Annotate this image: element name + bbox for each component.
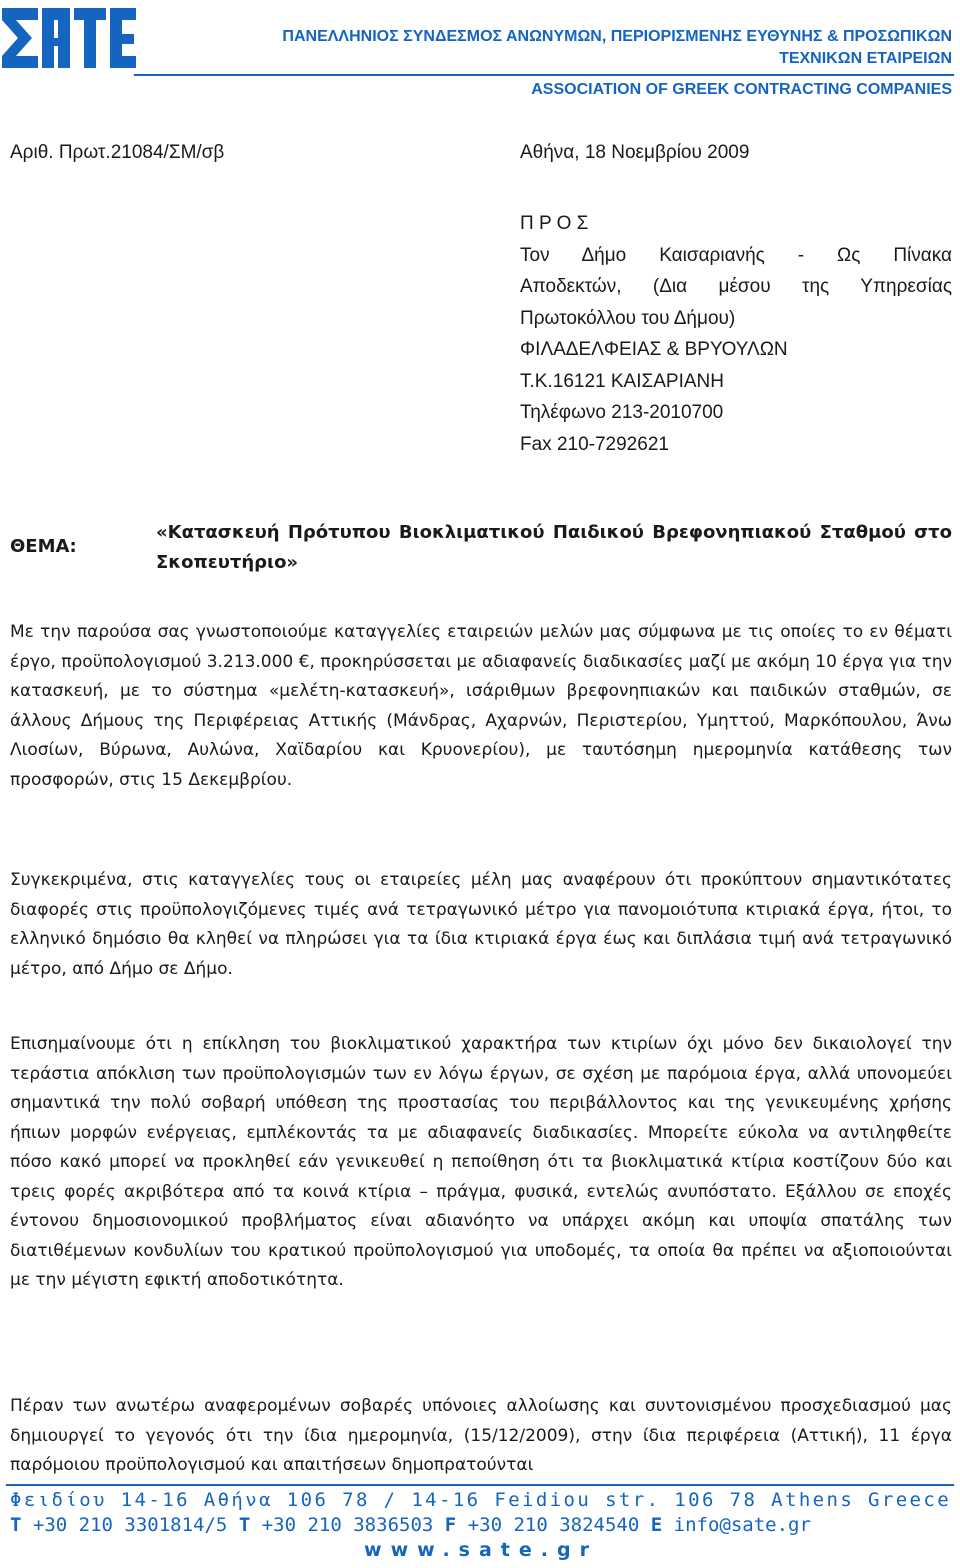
subject-label: ΘΕΜΑ: bbox=[10, 536, 77, 557]
org-name-greek-line-1: ΠΑΝΕΛΛΗΝΙΟΣ ΣΥΝΔΕΣΜΟΣ ΑΝΩΝΥΜΩΝ, ΠΕΡΙΟΡΙΣΜΕΝΗΣ ΕΥΘΥΝΗΣ & ΠΡΟΣΩΠΙΚΩΝ bbox=[282, 28, 952, 45]
sate-logo bbox=[2, 2, 138, 74]
org-name-english: ASSOCIATION OF GREEK CONTRACTING COMPANIES bbox=[531, 81, 952, 98]
footer-email-label: E bbox=[650, 1514, 663, 1536]
letter-date: Αθήνα, 18 Νοεμβρίου 2009 bbox=[520, 142, 750, 163]
footer-fax-label: F bbox=[444, 1514, 457, 1536]
footer-tel1: +30 210 3301814/5 bbox=[32, 1514, 228, 1536]
body-paragraph-4: Πέραν των ανωτέρω αναφερομένων σοβαρές υπόνοιες αλλοίωσης και συντονισμένου προσχεδιασμού μας δημιουργεί το γεγονός ότι την ίδια ημερομηνία, (15/12/2009), στην ίδια περιφέρεια (Αττική), 11 έργα παρόμοιου προϋπολογισμού και απαιτήσεων δημοπρατούνται bbox=[10, 1396, 952, 1475]
footer-tel2-label: T bbox=[238, 1514, 251, 1536]
recipient-line-3: Πρωτοκόλλου του Δήμου) bbox=[520, 307, 736, 329]
footer-website[interactable]: www.sate.gr bbox=[364, 1539, 598, 1561]
footer-tel1-label: T bbox=[10, 1514, 22, 1536]
recipient-fax: Fax 210-7292621 bbox=[520, 433, 669, 455]
body-paragraph-3: Επισημαίνουμε ότι η επίκληση του βιοκλιματικού χαρακτήρα των κτιρίων όχι μόνο δεν δικαιολογεί την τεράστια απόκλιση των προϋπολογισμών των εν λόγω έργων, σε σχέση με παρόμοια έργα, αλλά υπονομεύει σημαντικά την πολύ σοβαρή υπόθεση της προστασίας του περιβάλλοντος και της γενικευμένης χρήσης ήπιων μορφών ενέργειας, εμπλέκοντάς τα με αδιαφανείς διαδικασίες. Μπορείτε εύκολα να αντιληφθείτε πόσο κακό μπορεί να προκληθεί εάν γενικευθεί η πεποίθηση ότι τα βιοκλιματικά κτίρια κοστίζουν δύο και τρεις φορές ακριβότερα από τα κοινά κτίρια – πράγμα, φυσικά, εντελώς ανυπόστατο. Εξάλλου σε εποχές έντονου δημοσιονομικού προβλήματος είναι αδιανόητο να υπάρχει ακόμη και υποψία σπατάλης των διατιθέμενων κονδυλίων του κρατικού προϋπολογισμού για υποδομές, τα οποία θα πρέπει να αξιοποιούνται με την μέγιστη εφικτή αποδοτικότητα. bbox=[10, 1034, 952, 1290]
footer-email: info@sate.gr bbox=[673, 1514, 811, 1536]
footer-fax: +30 210 3824540 bbox=[467, 1514, 640, 1536]
footer-divider bbox=[6, 1484, 954, 1486]
header-divider bbox=[134, 74, 954, 76]
footer-contacts bbox=[10, 1514, 952, 1536]
body-paragraph-2: Συγκεκριμένα, στις καταγγελίες τους οι εταιρείες μέλη μας αναφέρουν ότι προκύπτουν σημαντικότατες διαφορές στις προϋπολογιζόμενες τιμές ανά τετραγωνικό μέτρο για πανομοιότυπα κτιριακά έργα, ήτοι, το ελληνικό δημόσιο θα κληθεί να πληρώσει για τα ίδια κτιριακά έργα έως και διπλάσια τιμή ανά τετραγωνικό μέτρο, από Δήμο σε Δήμο. bbox=[10, 870, 952, 979]
footer-address: Φειδίου 14-16 Αθήνα 106 78 / 14-16 Feidiou str. 106 78 Athens Greece bbox=[10, 1489, 952, 1511]
recipient-line-2: Αποδεκτών, (Δια μέσου της Υπηρεσίας bbox=[520, 276, 952, 297]
recipient-postal: Τ.Κ.16121 ΚΑΙΣΑΡΙΑΝΗ bbox=[520, 370, 724, 392]
recipient-phone: Τηλέφωνο 213-2010700 bbox=[520, 402, 724, 423]
body-paragraph-1: Με την παρούσα σας γνωστοποιούμε καταγγελίες εταιρειών μελών μας σύμφωνα με τις οποίες το εν θέματι έργο, προϋπολογισμού 3.213.000 €, προκηρύσσεται με αδιαφανείς διαδικασίες μαζί με ακόμη 10 έργα για την κατασκευή, με το σύστημα «μελέτη-κατασκευή», ισάριθμων βρεφονηπιακών και παιδικών σταθμών, σε άλλους Δήμους της Περιφέρειας Αττικής (Μάνδρας, Αχαρνών, Περιστερίου, Υμηττού, Μαρκόπουλου, Άνω Λιοσίων, Βύρωνα, Αυλώνα, Χαϊδαρίου και Κρυονερίου), με ταυτόσημη ημερομηνία κατάθεσης των προσφορών, στις 15 Δεκεμβρίου. bbox=[10, 622, 952, 790]
recipient-line-1: Τον Δήμο Καισαριανής - Ως Πίνακα bbox=[520, 244, 952, 266]
recipient-street: ΦΙΛΑΔΕΛΦΕΙΑΣ & ΒΡΥΟΥΛΩΝ bbox=[520, 339, 788, 360]
org-name-greek-line-2: ΤΕΧΝΙΚΩΝ ΕΤΑΙΡΕΙΩΝ bbox=[779, 50, 952, 67]
recipient-heading: Π Ρ Ο Σ bbox=[520, 213, 589, 234]
protocol-number: Αριθ. Πρωτ.21084/ΣΜ/σβ bbox=[10, 142, 225, 163]
footer-tel2: +30 210 3836503 bbox=[261, 1514, 434, 1536]
subject-text: «Κατασκευή Πρότυπου Βιοκλιματικού Παιδικού Βρεφονηπιακού Σταθμού στο Σκοπευτήριο» bbox=[156, 522, 952, 573]
recipient-block bbox=[520, 208, 952, 460]
